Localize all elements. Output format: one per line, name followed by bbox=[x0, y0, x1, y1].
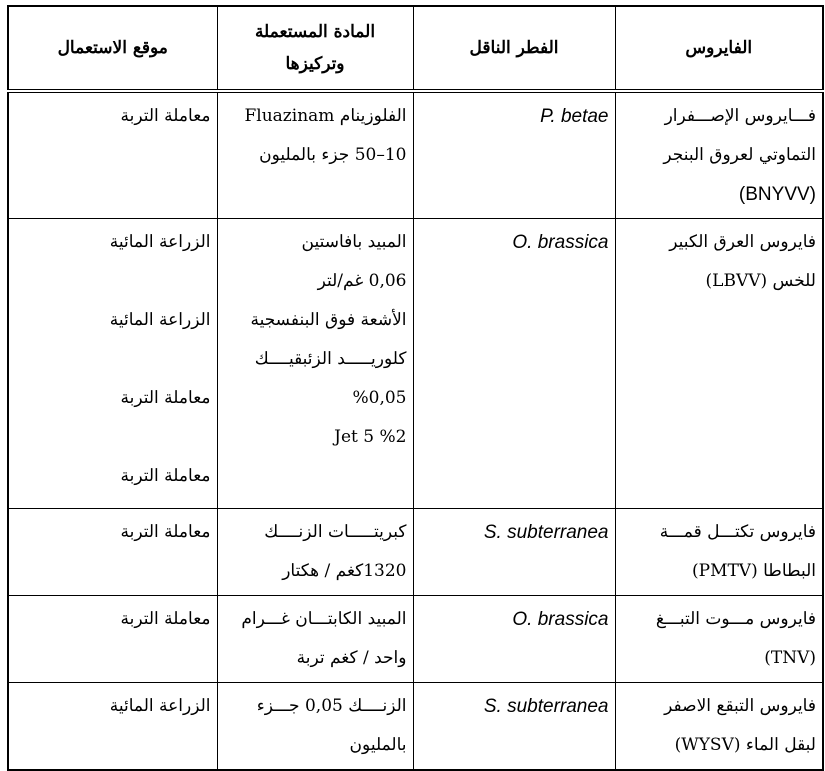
site-line bbox=[15, 340, 211, 379]
virus-line: فايروس العرق الكبير bbox=[669, 232, 816, 252]
material-line: 1320كغم / هكتار bbox=[282, 561, 407, 581]
material-line: واحد / كغم تربة bbox=[296, 648, 407, 668]
cell-vector bbox=[413, 596, 615, 683]
virus-line: فايروس تكتـــل قمـــة bbox=[659, 522, 816, 542]
cell-material bbox=[217, 91, 413, 219]
material-line: المبيد بافاستين bbox=[301, 232, 407, 252]
site-line: معاملة التربة bbox=[120, 522, 211, 542]
cell-material bbox=[217, 683, 413, 771]
header-vector: الفطر الناقل bbox=[413, 6, 615, 91]
virus-line: فايروس التبقع الاصفر bbox=[664, 696, 816, 716]
virus-line: فـــايروس الإصـــفرار bbox=[664, 106, 816, 126]
table-row bbox=[8, 596, 823, 683]
cell-site bbox=[8, 509, 217, 596]
site-line: الزراعة المائية bbox=[109, 232, 211, 252]
material-line: %0,05 bbox=[352, 388, 407, 408]
header-material-line2: وتركيزها bbox=[285, 54, 345, 74]
virus-line: التماوتي لعروق البنجر bbox=[663, 145, 816, 165]
header-site: موقع الاستعمال bbox=[8, 6, 217, 91]
virus-vector-table bbox=[7, 5, 824, 771]
site-line: معاملة التربة bbox=[120, 106, 211, 126]
vector-name: O. brassica bbox=[512, 609, 609, 630]
cell-site bbox=[8, 596, 217, 683]
site-line: معاملة التربة bbox=[120, 466, 211, 486]
header-virus: الفايروس bbox=[615, 6, 823, 91]
cell-vector bbox=[413, 509, 615, 596]
material-line: بالمليون bbox=[349, 735, 407, 755]
virus-line: فايروس مـــوت التبـــغ bbox=[655, 609, 816, 629]
cell-virus bbox=[615, 219, 823, 509]
material-line: الزنــــك 0,05 جـــزء bbox=[256, 696, 407, 716]
cell-vector bbox=[413, 683, 615, 771]
table-row bbox=[8, 509, 823, 596]
cell-virus bbox=[615, 91, 823, 219]
cell-vector bbox=[413, 219, 615, 509]
header-material-line1: المادة المستعملة bbox=[254, 22, 376, 42]
cell-virus bbox=[615, 683, 823, 771]
material-line: كبريتـــــات الزنــــك bbox=[264, 522, 407, 542]
header-material bbox=[217, 6, 413, 91]
table-header-row bbox=[8, 6, 823, 91]
material-line: الأشعة فوق البنفسجية bbox=[250, 310, 407, 330]
material-line: 10–50 جزء بالمليون bbox=[259, 145, 407, 165]
cell-site bbox=[8, 219, 217, 509]
cell-material bbox=[217, 219, 413, 509]
material-line: المبيد الكابتـــان غـــرام bbox=[241, 609, 407, 629]
vector-name: O. brassica bbox=[512, 232, 609, 253]
cell-virus bbox=[615, 509, 823, 596]
cell-material bbox=[217, 596, 413, 683]
vector-name: S. subterranea bbox=[483, 522, 609, 543]
site-line: الزراعة المائية bbox=[109, 696, 211, 716]
cell-virus bbox=[615, 596, 823, 683]
virus-line: البطاطا (PMTV) bbox=[691, 561, 816, 581]
site-line: الزراعة المائية bbox=[109, 310, 211, 330]
site-line: معاملة التربة bbox=[120, 388, 211, 408]
cell-material bbox=[217, 509, 413, 596]
virus-line: لبقل الماء (WYSV) bbox=[674, 735, 816, 755]
site-line: معاملة التربة bbox=[120, 609, 211, 629]
table-row bbox=[8, 683, 823, 771]
cell-site bbox=[8, 683, 217, 771]
virus-line: (BNYVV) bbox=[738, 184, 816, 205]
virus-line: (TNV) bbox=[764, 648, 816, 668]
table-row bbox=[8, 219, 823, 509]
virus-line: للخس (LBVV) bbox=[705, 271, 816, 291]
table-row bbox=[8, 91, 823, 219]
material-line: 0,06 غم/لتر bbox=[317, 271, 407, 291]
vector-name: P. betae bbox=[540, 106, 609, 127]
document-page bbox=[7, 5, 822, 757]
material-line: كلوريـــــد الزئبقيــــك bbox=[254, 349, 407, 369]
cell-vector bbox=[413, 91, 615, 219]
site-line bbox=[15, 418, 211, 457]
material-line: %2 Jet 5 bbox=[334, 427, 407, 447]
vector-name: S. subterranea bbox=[483, 696, 609, 717]
material-line: الفلوزينام Fluazinam bbox=[244, 106, 407, 126]
cell-site bbox=[8, 91, 217, 219]
site-line bbox=[15, 262, 211, 301]
